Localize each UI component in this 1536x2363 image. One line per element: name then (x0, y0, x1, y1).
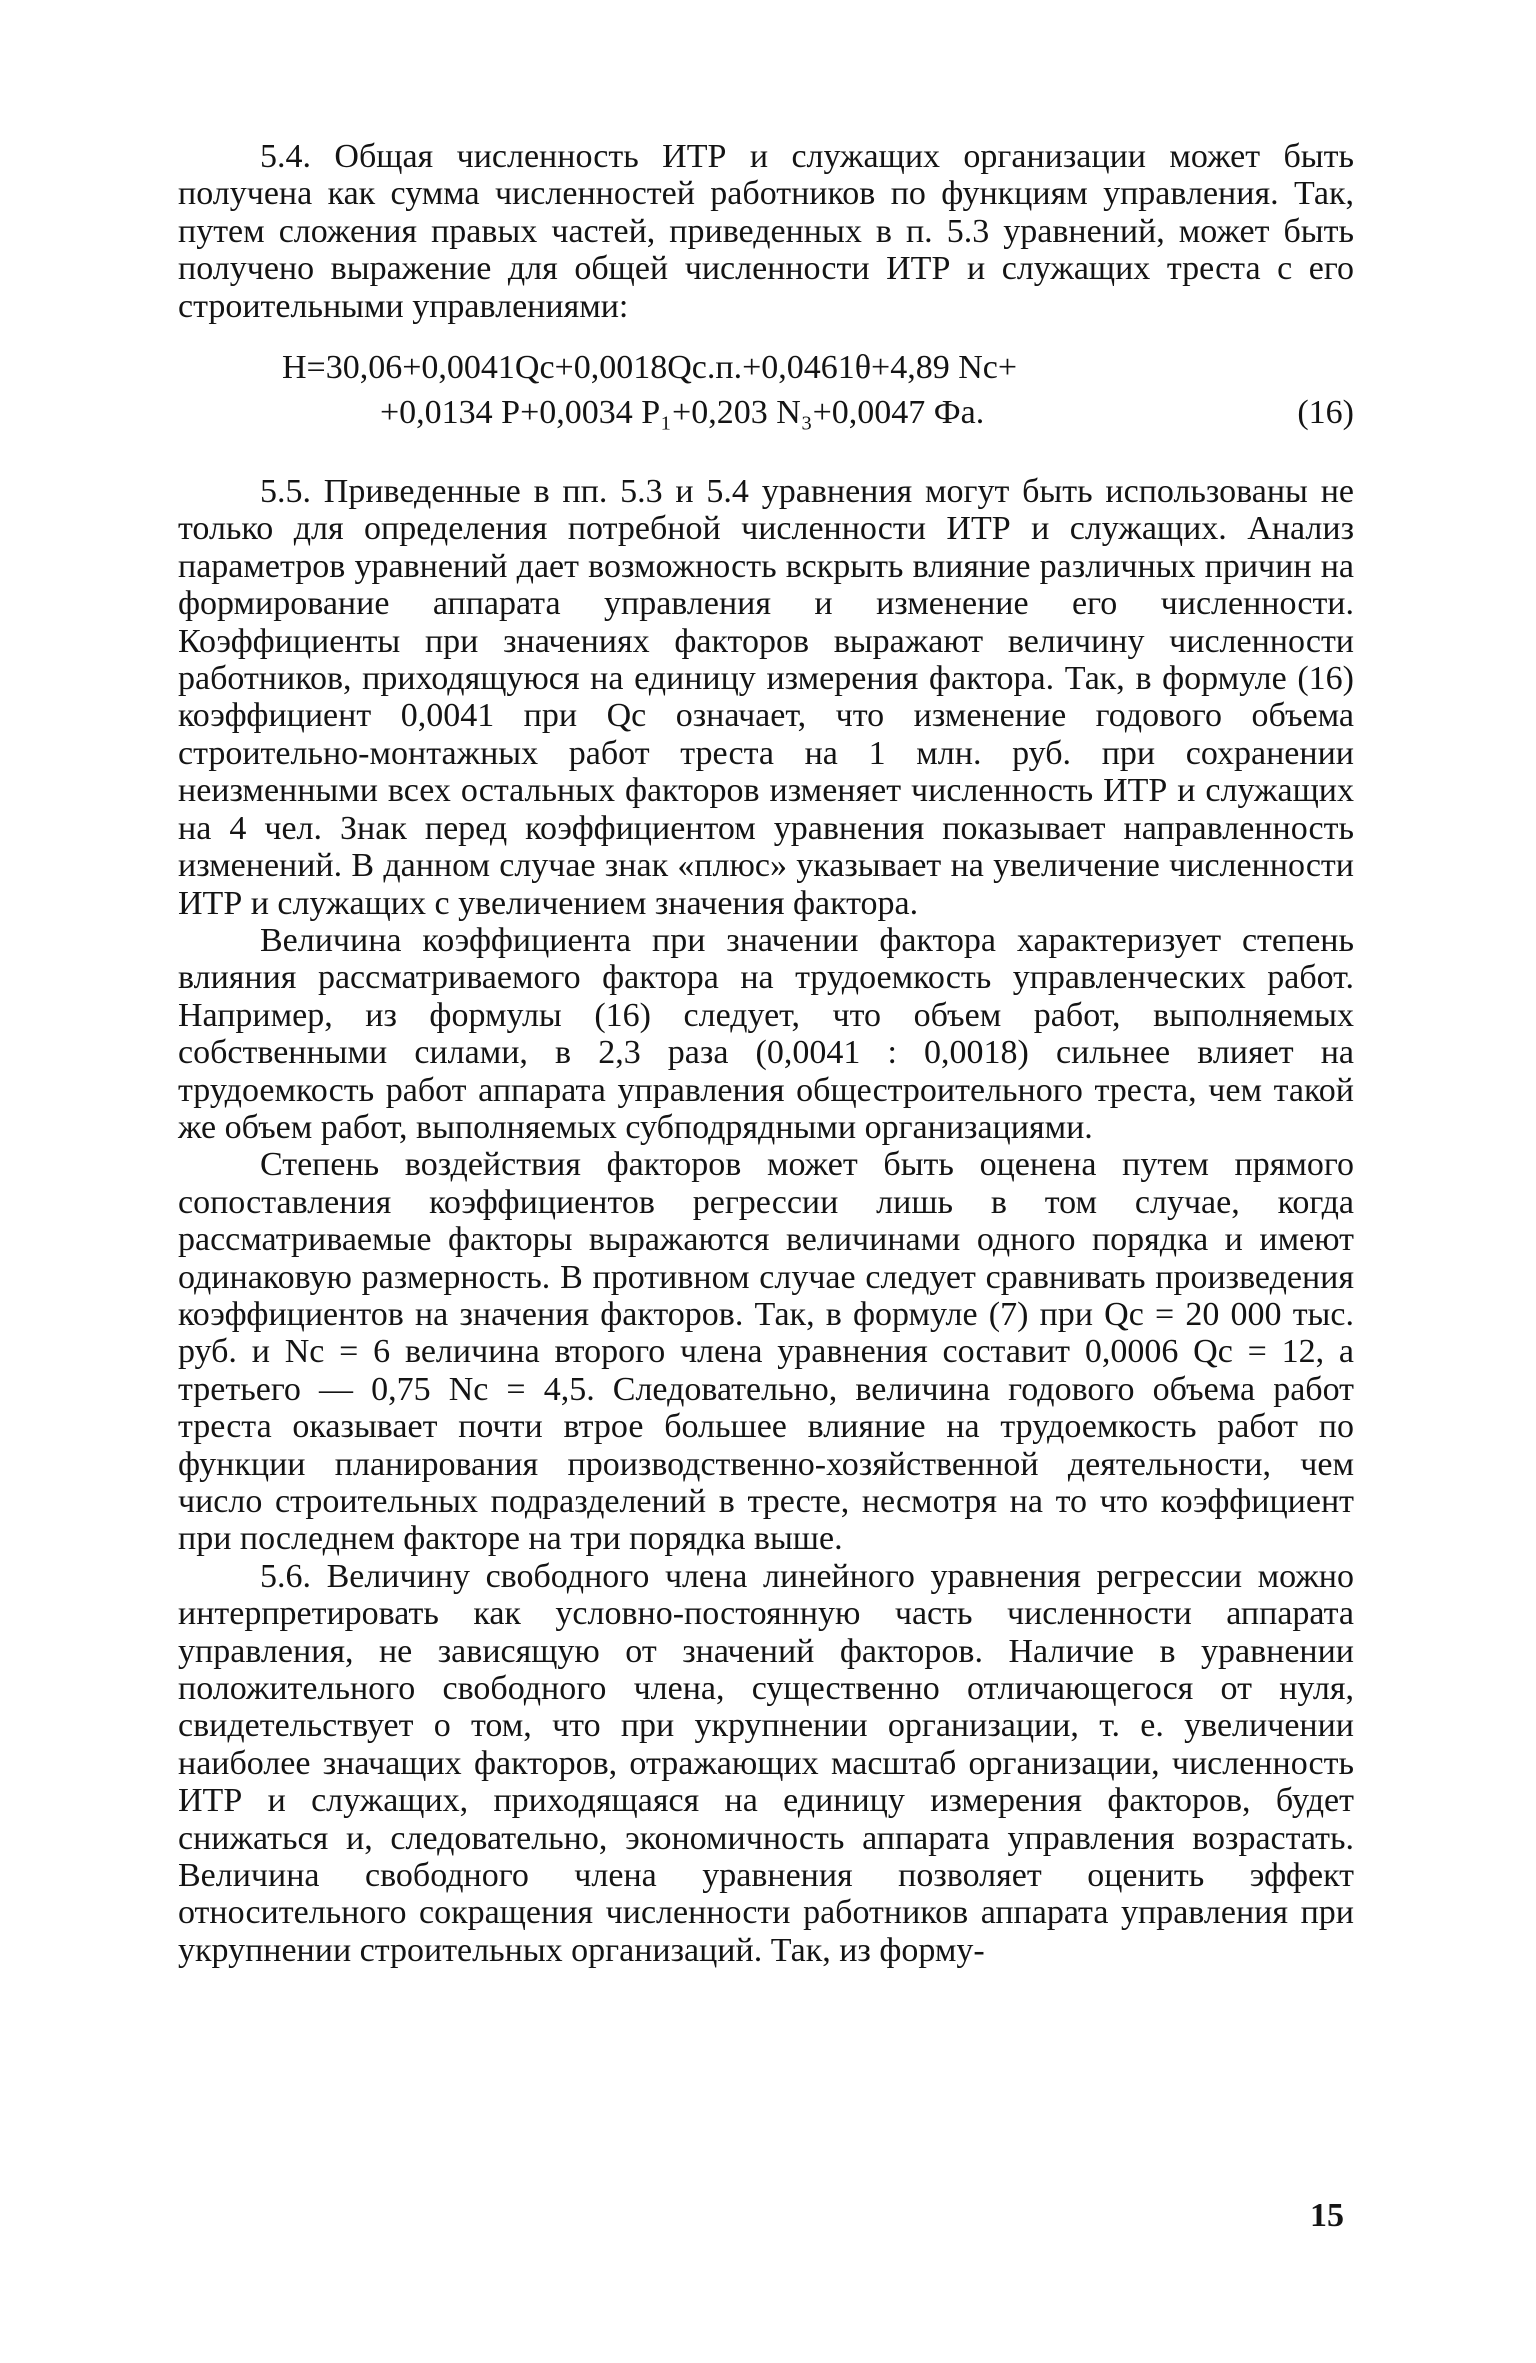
paragraph-5-4: 5.4. Общая численность ИТР и служащих организации может быть получена как сумма численностей работников по функциям управления. Так, путем сложения правых частей, приведенных в п. 5.3 уравнений, может быть получено выражение для общей численности ИТР и служащих треста с его строительными управлениями: (178, 138, 1354, 325)
formula-number: (16) (1297, 394, 1354, 432)
paragraph-5-5: 5.5. Приведенные в пп. 5.3 и 5.4 уравнения могут быть использованы не только для определения потребной численности ИТР и служащих. Анализ параметров уравнений дает возможность вскрыть влияние различных причин на формирование аппарата управления и изменение его численности. Коэффициенты при значениях факторов выражают величину численности работников, приходящуюся на единицу измерения фактора. Так, в формуле (16) коэффициент 0,0041 при Qс означает, что изменение годового объема строительно-монтажных работ треста на 1 млн. руб. при сохранении неизменными всех остальных факторов изменяет численность ИТР и служащих на 4 чел. Знак перед коэффициентом уравнения показывает направленность изменений. В данном случае знак «плюс» указывает на увеличение численности ИТР и служащих с увеличением значения фактора. (178, 473, 1354, 922)
formula-line-1: H=30,06+0,0041Qс+0,0018Qс.п.+0,0461θ+4,89 Nс+ (282, 349, 1018, 387)
body-text (178, 138, 1354, 1969)
formula-16 (178, 349, 1354, 439)
paragraph-factor-degree: Степень воздействия факторов может быть оценена путем прямого сопоставления коэффициентов регрессии лишь в том случае, когда рассматриваемые факторы выражаются величинами одного порядка и имеют одинаковую размерность. В противном случае следует сравнивать произведения коэффициентов на значения факторов. Так, в формуле (7) при Qс = 20 000 тыс. руб. и Nс = 6 величина второго члена уравнения составит 0,0006 Qс = 12, а третьего — 0,75 Nс = 4,5. Следовательно, величина годового объема работ треста оказывает почти втрое большее влияние на трудоемкость работ по функции планирования производственно-хозяйственной деятельности, чем число строительных подразделений в тресте, несмотря на то что коэффициент при последнем факторе на три порядка выше. (178, 1146, 1354, 1558)
paragraph-5-6: 5.6. Величину свободного члена линейного уравнения регрессии можно интерпретировать как условно-постоянную часть численности аппарата управления, не зависящую от значений факторов. Наличие в уравнении положительного свободного члена, существенно отличающегося от нуля, свидетельствует о том, что при укрупнении организации, т. е. увеличении наиболее значащих факторов, отражающих масштаб организации, численность ИТР и служащих, приходящаяся на единицу измерения факторов, будет снижаться и, следовательно, экономичность аппарата управления возрастать. Величина свободного члена уравнения позволяет оценить эффект относительного сокращения численности работников аппарата управления при укрупнении строительных организаций. Так, из форму- (178, 1557, 1354, 1969)
formula-line-2: +0,0134 P+0,0034 P₁+0,203 N₃+0,0047 Фа. (380, 394, 985, 432)
paragraph-coefficient-value: Величина коэффициента при значении фактора характеризует степень влияния рассматриваемого фактора на трудоемкость управленческих работ. Например, из формулы (16) следует, что объем работ, выполняемых собственными силами, в 2,3 раза (0,0041 : 0,0018) сильнее влияет на трудоемкость работ аппарата управления общестроительного треста, чем такой же объем работ, выполняемых субподрядными организациями. (178, 921, 1354, 1146)
page-number: 15 (1310, 2197, 1344, 2234)
